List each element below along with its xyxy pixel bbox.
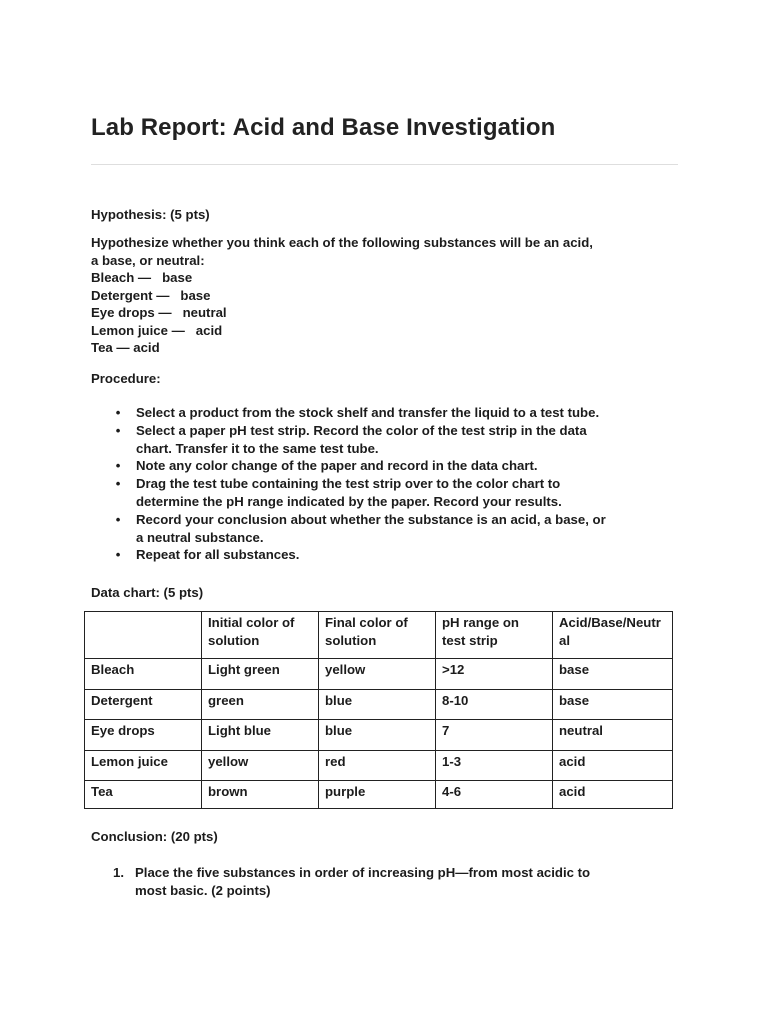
hypothesis-item-bleach: Bleach — base (91, 270, 193, 285)
procedure-step-line: Select a product from the stock shelf and transfer the liquid to a test tube. (136, 405, 600, 420)
procedure-heading: Procedure: (91, 371, 161, 386)
hypothesis-section (91, 234, 691, 357)
bullet-icon: • (115, 458, 121, 474)
table-header-cell: Final color of solution (319, 612, 436, 659)
table-cell: yellow (202, 750, 319, 781)
table-header-cell: Initial color of solution (202, 612, 319, 659)
procedure-list (91, 404, 691, 564)
table-row (85, 689, 673, 720)
bullet-icon: • (115, 547, 121, 563)
table-row (85, 659, 673, 690)
procedure-step (91, 457, 691, 475)
table-cell: green (202, 689, 319, 720)
table-cell: acid (553, 750, 673, 781)
conclusion-question (91, 864, 691, 900)
procedure-step-line: Repeat for all substances. (136, 547, 300, 563)
table-cell: Tea (85, 781, 202, 809)
table-cell: acid (553, 781, 673, 809)
table-cell: >12 (436, 659, 553, 690)
bullet-icon: • (115, 511, 121, 527)
table-row (85, 720, 673, 751)
question-line: Place the five substances in order of increasing pH—from most acidic to (135, 865, 591, 880)
table-cell: Eye drops (85, 720, 202, 751)
procedure-step-line: Drag the test tube containing the test strip over to the color chart to (136, 476, 561, 492)
table-header-cell (85, 612, 202, 659)
table-cell: Light green (202, 659, 319, 690)
procedure-step (91, 511, 691, 547)
question-line: most basic. (2 points) (135, 882, 271, 898)
table-cell: 4-6 (436, 781, 553, 809)
hypothesis-item-eye-drops: Eye drops — neutral (91, 305, 227, 320)
table-cell: neutral (553, 720, 673, 751)
hypothesis-item-tea: Tea — acid (91, 340, 160, 355)
procedure-step-line: Record your conclusion about whether the substance is an acid, a base, or (136, 511, 606, 527)
data-chart-heading: Data chart: (5 pts) (91, 585, 204, 600)
procedure-step (91, 422, 691, 458)
table-cell: base (553, 689, 673, 720)
table-cell: purple (319, 781, 436, 809)
table-cell: Lemon juice (85, 750, 202, 781)
table-cell: Light blue (202, 720, 319, 751)
procedure-step (91, 475, 691, 511)
table-cell: 8-10 (436, 689, 553, 720)
table-cell: Detergent (85, 689, 202, 720)
procedure-step-line: Select a paper pH test strip. Record the color of the test strip in the data (136, 422, 587, 438)
procedure-step-line: determine the pH range indicated by the paper. Record your results. (136, 493, 562, 509)
procedure-step (91, 404, 691, 422)
hypothesis-intro-line: Hypothesize whether you think each of the following substances will be an acid, (91, 235, 593, 250)
table-row (85, 750, 673, 781)
data-chart-table (84, 611, 673, 809)
table-cell: blue (319, 689, 436, 720)
table-cell: Bleach (85, 659, 202, 690)
table-row (85, 781, 673, 809)
table-header-cell: pH range on test strip (436, 612, 553, 659)
table-header-cell: Acid/Base/Neutral (553, 612, 673, 659)
hypothesis-item-lemon-juice: Lemon juice — acid (91, 322, 223, 338)
table-cell: 7 (436, 720, 553, 751)
table-cell: yellow (319, 659, 436, 690)
hypothesis-item-detergent: Detergent — base (91, 287, 211, 303)
table-cell: brown (202, 781, 319, 809)
table-cell: 1-3 (436, 750, 553, 781)
conclusion-question-list (91, 864, 691, 900)
procedure-step (91, 546, 691, 564)
table-cell: base (553, 659, 673, 690)
procedure-step-line: Note any color change of the paper and record in the data chart. (136, 458, 538, 474)
conclusion-heading: Conclusion: (20 pts) (91, 829, 218, 844)
hypothesis-intro-line: a base, or neutral: (91, 252, 205, 268)
hypothesis-heading: Hypothesis: (5 pts) (91, 207, 210, 222)
table-cell: red (319, 750, 436, 781)
procedure-step-line: chart. Transfer it to the same test tube. (136, 440, 379, 456)
page-title: Lab Report: Acid and Base Investigation (91, 114, 556, 141)
bullet-icon: • (115, 405, 121, 420)
table-header-row (85, 612, 673, 659)
bullet-icon: • (115, 422, 121, 438)
question-number: 1. (113, 865, 124, 880)
bullet-icon: • (115, 476, 121, 492)
procedure-step-line: a neutral substance. (136, 529, 264, 545)
table-cell: blue (319, 720, 436, 751)
title-divider (91, 164, 678, 165)
